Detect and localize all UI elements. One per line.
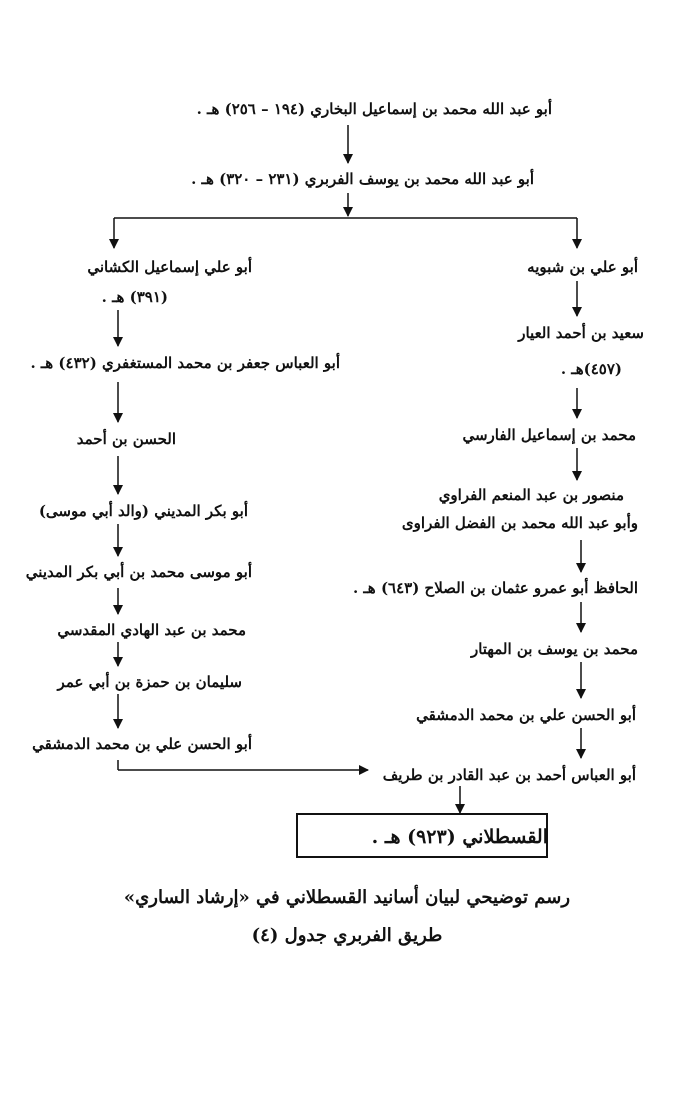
left-node-1-date: (٣٩١) هـ . <box>101 288 168 306</box>
right-node-4b: وأبو عبد الله محمد بن الفضل الفراوى <box>401 514 638 532</box>
left-node-6: محمد بن عبد الهادي المقدسي <box>57 621 246 639</box>
node-second: أبو عبد الله محمد بن يوسف الفربري (٢٣١ – ٣٢٠) هـ . <box>191 170 534 188</box>
left-node-8: أبو الحسن علي بن محمد الدمشقي <box>32 735 252 753</box>
right-node-3: محمد بن إسماعيل الفارسي <box>462 426 636 444</box>
left-node-4: أبو بكر المديني (والد أبي موسى) <box>38 502 248 520</box>
node-root: أبو عبد الله محمد بن إسماعيل البخاري (١٩٤ – ٢٥٦) هـ . <box>196 100 552 118</box>
left-node-5: أبو موسى محمد بن أبي بكر المديني <box>25 563 252 581</box>
final-node: القسطلاني (٩٢٣) هـ . <box>371 826 548 848</box>
left-node-7: سليمان بن حمزة بن أبي عمر <box>57 673 242 691</box>
right-node-2-date: (٤٥٧)هـ . <box>560 360 622 378</box>
right-node-8: أبو العباس أحمد بن عبد القادر بن طريف <box>382 766 636 784</box>
right-node-2: سعيد بن أحمد العيار <box>518 324 644 342</box>
right-node-4: منصور بن عبد المنعم الفراوي <box>438 486 624 504</box>
caption-title: رسم توضيحي لبيان أسانيد القسطلاني في «إرشاد الساري» <box>123 887 571 908</box>
right-node-7: أبو الحسن علي بن محمد الدمشقي <box>416 706 636 724</box>
left-node-2: أبو العباس جعفر بن محمد المستغفري (٤٣٢) هـ . <box>30 354 340 372</box>
left-node-1: أبو علي إسماعيل الكشاني <box>87 258 252 276</box>
right-node-5: الحافظ أبو عمرو عثمان بن الصلاح (٦٤٣) هـ . <box>352 579 638 597</box>
right-node-6: محمد بن يوسف بن المهتار <box>470 640 638 658</box>
right-node-1: أبو علي بن شبويه <box>527 258 638 276</box>
caption-subtitle: طريق الفربري جدول (٤) <box>251 925 443 946</box>
left-node-3: الحسن بن أحمد <box>76 430 176 448</box>
